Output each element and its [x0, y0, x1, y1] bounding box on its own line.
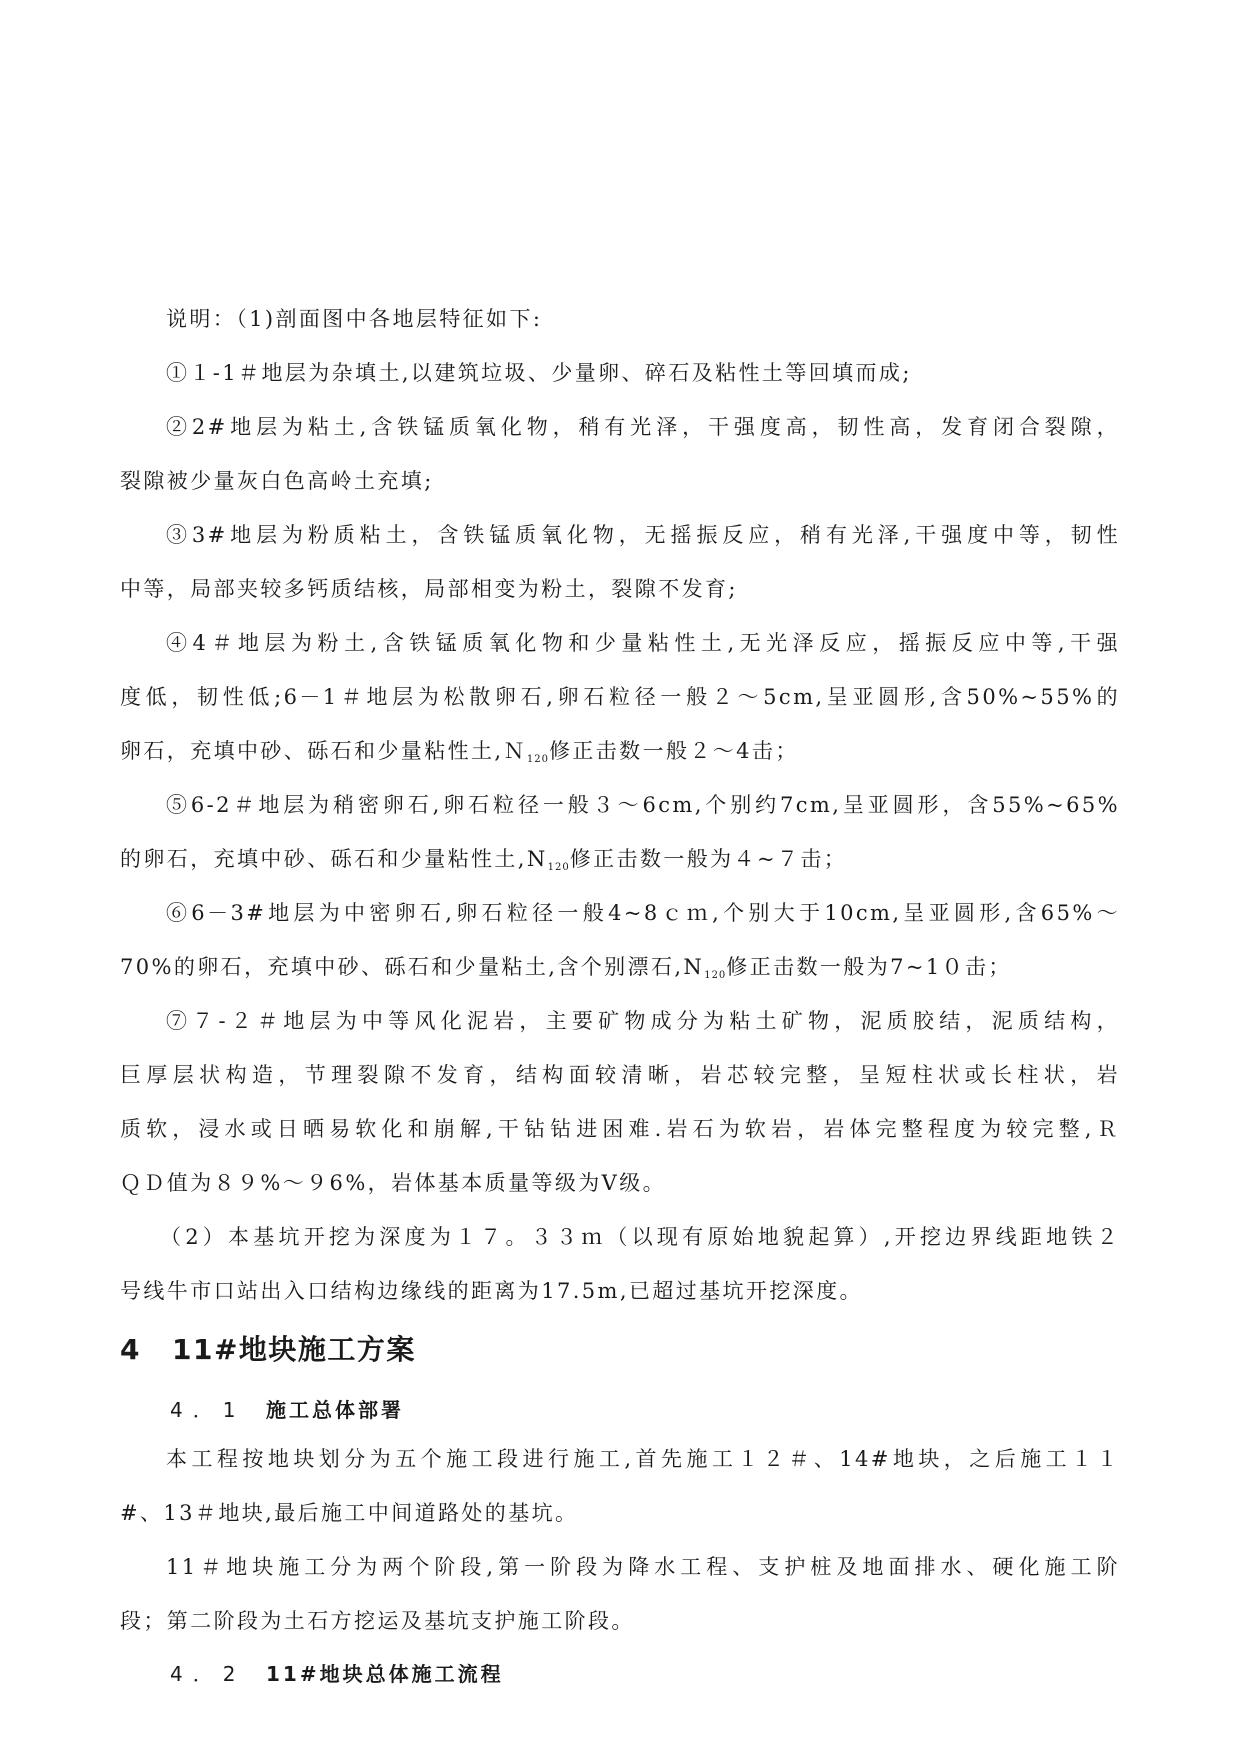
stratum-4-line-3-text: 卵石，充填中砂、砾石和少量粘性土,Ｎ — [120, 739, 527, 763]
stratum-1: ①１-1＃地层为杂填土,以建筑垃圾、少量卵、碎石及粘性土等回填而成; — [166, 361, 912, 385]
n120-subscript: 120 — [704, 970, 727, 981]
stratum-6-line-2-tail: 修正击数一般为7~1０击； — [726, 955, 1012, 979]
note-2-line-1: （2）本基坑开挖为深度为１７。３３ｍ（以现有原始地貌起算）,开挖边界线距地铁２ — [160, 1225, 1120, 1249]
stratum-5-line-1: ⑤6-2＃地层为稍密卵石,卵石粒径一般３～6cm,个别约7cm,呈亚圆形，含55%~65% — [166, 793, 1120, 817]
stratum-4-line-3 — [120, 736, 1120, 771]
deployment-para-1-line-1: 本工程按地块划分为五个施工段进行施工,首先施工１２＃、14#地块，之后施工１１ — [166, 1447, 1120, 1471]
stratum-7-line-2: 巨厚层状构造，节理裂隙不发育，结构面较清晰，岩芯较完整，呈短柱状或长柱状，岩 — [120, 1063, 1120, 1087]
stratum-4-line-3-tail: 修正击数一般２～4击； — [548, 739, 799, 763]
stratum-5-line-2-tail: 修正击数一般为４~７击； — [569, 847, 848, 871]
subsection-number: 4．2 — [170, 1662, 246, 1686]
stratum-5-line-2-text: 的卵石，充填中砂、砾石和少量粘性土,N — [120, 847, 548, 871]
stratum-4-line-2: 度低，韧性低;6－1＃地层为松散卵石,卵石粒径一般２～5cm,呈亚圆形,含50%~55%的 — [120, 685, 1120, 709]
stratum-3-line-2: 中等，局部夹较多钙质结核，局部相变为粉土，裂隙不发育; — [120, 577, 738, 601]
deployment-para-2-line-2: 段；第二阶段为土石方挖运及基坑支护施工阶段。 — [120, 1609, 635, 1633]
stratum-7-line-1: ⑦７-２＃地层为中等风化泥岩，主要矿物成分为粘土矿物，泥质胶结，泥质结构， — [166, 1009, 1120, 1033]
subsection-title: 11#地块总体施工流程 — [266, 1662, 504, 1686]
stratum-5-line-2 — [120, 844, 1120, 879]
stratum-7-line-3: 质软，浸水或日晒易软化和崩解,干钻钻进困难.岩石为软岩，岩体完整程度为较完整,Ｒ — [120, 1117, 1120, 1141]
stratum-6-line-2 — [120, 952, 1120, 987]
subsection-4-2-heading — [170, 1658, 504, 1687]
subsection-4-1-heading — [170, 1394, 404, 1423]
note-2-line-2: 号线牛市口站出入口结构边缘线的距离为17.5m,已超过基坑开挖深度。 — [120, 1279, 863, 1303]
stratum-2-line-1: ②2#地层为粘土,含铁锰质氧化物，稍有光泽，干强度高，韧性高，发育闭合裂隙， — [166, 415, 1120, 439]
subsection-title: 施工总体部署 — [266, 1398, 404, 1422]
n120-subscript: 120 — [547, 862, 570, 873]
deployment-para-2-line-1: 11＃地块施工分为两个阶段,第一阶段为降水工程、支护桩及地面排水、硬化施工阶 — [166, 1555, 1120, 1579]
section-4-heading — [120, 1328, 416, 1368]
stratum-6-line-2-text: 70%的卵石，充填中砂、砾石和少量粘土,含个别漂石,N — [120, 955, 705, 979]
n120-subscript: 120 — [526, 754, 549, 765]
section-number: 4 — [120, 1333, 141, 1366]
section-title: 11#地块施工方案 — [172, 1333, 416, 1366]
stratum-2-line-2: 裂隙被少量灰白色高岭土充填; — [120, 469, 434, 493]
stratum-3-line-1: ③3#地层为粉质粘土，含铁锰质氧化物，无摇振反应，稍有光泽,干强度中等，韧性 — [166, 523, 1120, 547]
stratum-4-line-1: ④4＃地层为粉土,含铁锰质氧化物和少量粘性土,无光泽反应，摇振反应中等,干强 — [166, 631, 1120, 655]
stratum-7-line-4: ＱＤ值为８９%～９6%，岩体基本质量等级为Ⅴ级。 — [120, 1171, 667, 1195]
subsection-number: 4．1 — [170, 1398, 246, 1422]
stratum-6-line-1: ⑥6－3#地层为中密卵石,卵石粒径一般4~8ｃｍ,个别大于10cm,呈亚圆形,含65%～ — [166, 901, 1120, 925]
notes-intro: 说明：（1)剖面图中各地层特征如下: — [166, 307, 543, 331]
deployment-para-1-line-2: #、13＃地块,最后施工中间道路处的基坑。 — [120, 1501, 579, 1525]
